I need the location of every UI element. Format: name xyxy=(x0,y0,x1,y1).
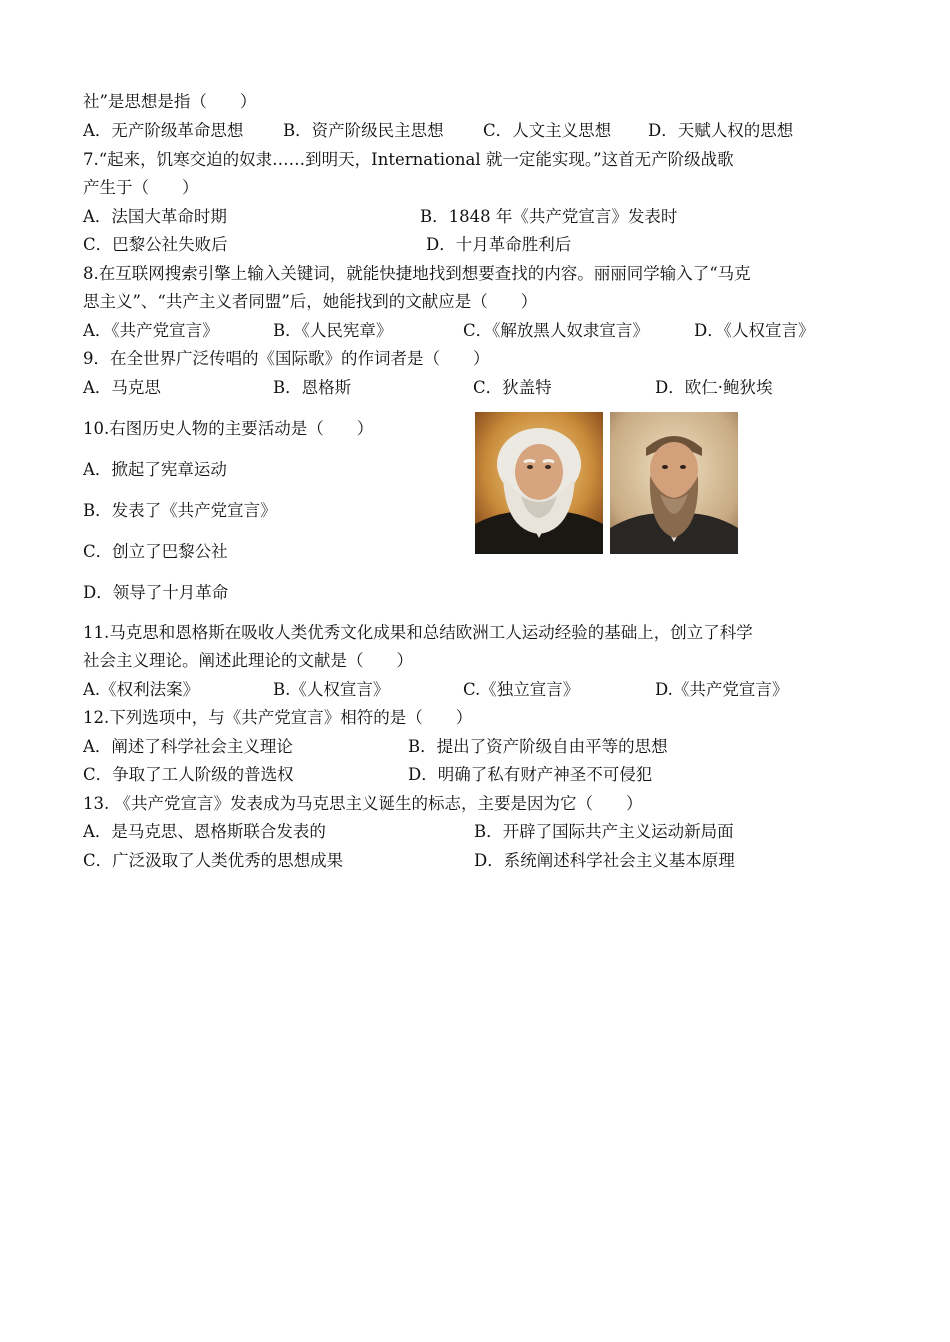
question-6-option-d: D．天赋人权的思想 xyxy=(648,121,794,140)
bearded-man-portrait-icon xyxy=(475,412,603,554)
question-6-option-a: A．无产阶级革命思想 xyxy=(83,121,244,140)
question-7-option-c: C．巴黎公社失败后 xyxy=(83,235,228,254)
question-6-stem-continued: 社”是思想是指（ ） xyxy=(83,92,257,111)
question-7-stem-line-1: 7.“起来，饥寒交迫的奴隶……到明天，International 就一定能实现。”这首无产阶级战歌 xyxy=(83,150,734,169)
question-9-option-b: B．恩格斯 xyxy=(273,378,352,397)
question-13-option-b: B．开辟了国际共产主义运动新局面 xyxy=(474,822,734,841)
question-7-stem-line-2: 产生于（ ） xyxy=(83,178,199,197)
question-11-option-c: C.《独立宣言》 xyxy=(463,680,580,699)
question-10-option-c: C．创立了巴黎公社 xyxy=(83,542,228,561)
question-10-option-d: D．领导了十月革命 xyxy=(83,583,229,602)
question-7-option-b: B．1848 年《共产党宣言》发表时 xyxy=(420,207,678,226)
question-10-option-b: B．发表了《共产党宣言》 xyxy=(83,501,277,520)
question-7-option-a: A．法国大革命时期 xyxy=(83,207,227,226)
question-8-stem-line-1: 8.在互联网搜索引擎上输入关键词，就能快捷地找到想要查找的内容。丽丽同学输入了“马克 xyxy=(83,264,751,283)
question-12-option-b: B．提出了资产阶级自由平等的思想 xyxy=(408,737,668,756)
question-8-option-b: B．《人民宪章》 xyxy=(273,321,393,340)
question-9-option-c: C．狄盖特 xyxy=(473,378,552,397)
question-8-option-a: A．《共产党宣言》 xyxy=(83,321,219,340)
question-9-stem: 9．在全世界广泛传唱的《国际歌》的作词者是（ ） xyxy=(83,349,490,368)
question-10-option-a: A．掀起了宪章运动 xyxy=(83,460,227,479)
question-9-option-a: A．马克思 xyxy=(83,378,161,397)
question-11-option-d: D.《共产党宣言》 xyxy=(655,680,789,699)
question-13-option-a: A．是马克思、恩格斯联合发表的 xyxy=(83,822,326,841)
question-11-stem-line-1: 11.马克思和恩格斯在吸收人类优秀文化成果和总结欧洲工人运动经验的基础上，创立了科学 xyxy=(83,623,753,642)
question-7-option-d: D．十月革命胜利后 xyxy=(426,235,572,254)
question-12-option-c: C．争取了工人阶级的普选权 xyxy=(83,765,294,784)
question-6-option-c: C．人文主义思想 xyxy=(483,121,612,140)
question-11-option-a: A.《权利法案》 xyxy=(83,680,200,699)
question-11-option-b: B.《人权宣言》 xyxy=(273,680,390,699)
question-8-stem-line-2: 思主义”、“共产主义者同盟”后，她能找到的文献应是（ ） xyxy=(83,292,538,311)
question-12-option-a: A．阐述了科学社会主义理论 xyxy=(83,737,293,756)
question-8-option-c: C．《解放黑人奴隶宣言》 xyxy=(463,321,649,340)
question-12-stem: 12.下列选项中，与《共产党宣言》相符的是（ ） xyxy=(83,708,473,727)
question-13-stem: 13. 《共产党宣言》发表成为马克思主义诞生的标志，主要是因为它（ ） xyxy=(83,794,643,813)
question-10-stem: 10.右图历史人物的主要活动是（ ） xyxy=(83,419,374,438)
question-8-option-d: D．《人权宣言》 xyxy=(694,321,815,340)
bearded-man-portrait-icon xyxy=(610,412,738,554)
question-6-option-b: B．资产阶级民主思想 xyxy=(283,121,444,140)
question-12-option-d: D．明确了私有财产神圣不可侵犯 xyxy=(408,765,653,784)
question-11-stem-line-2: 社会主义理论。阐述此理论的文献是（ ） xyxy=(83,651,413,670)
question-13-option-d: D．系统阐述科学社会主义基本原理 xyxy=(474,851,735,870)
right-portrait-image xyxy=(610,412,738,554)
left-portrait-image xyxy=(475,412,603,554)
question-9-option-d: D．欧仁·鲍狄埃 xyxy=(655,378,773,397)
question-13-option-c: C．广泛汲取了人类优秀的思想成果 xyxy=(83,851,344,870)
